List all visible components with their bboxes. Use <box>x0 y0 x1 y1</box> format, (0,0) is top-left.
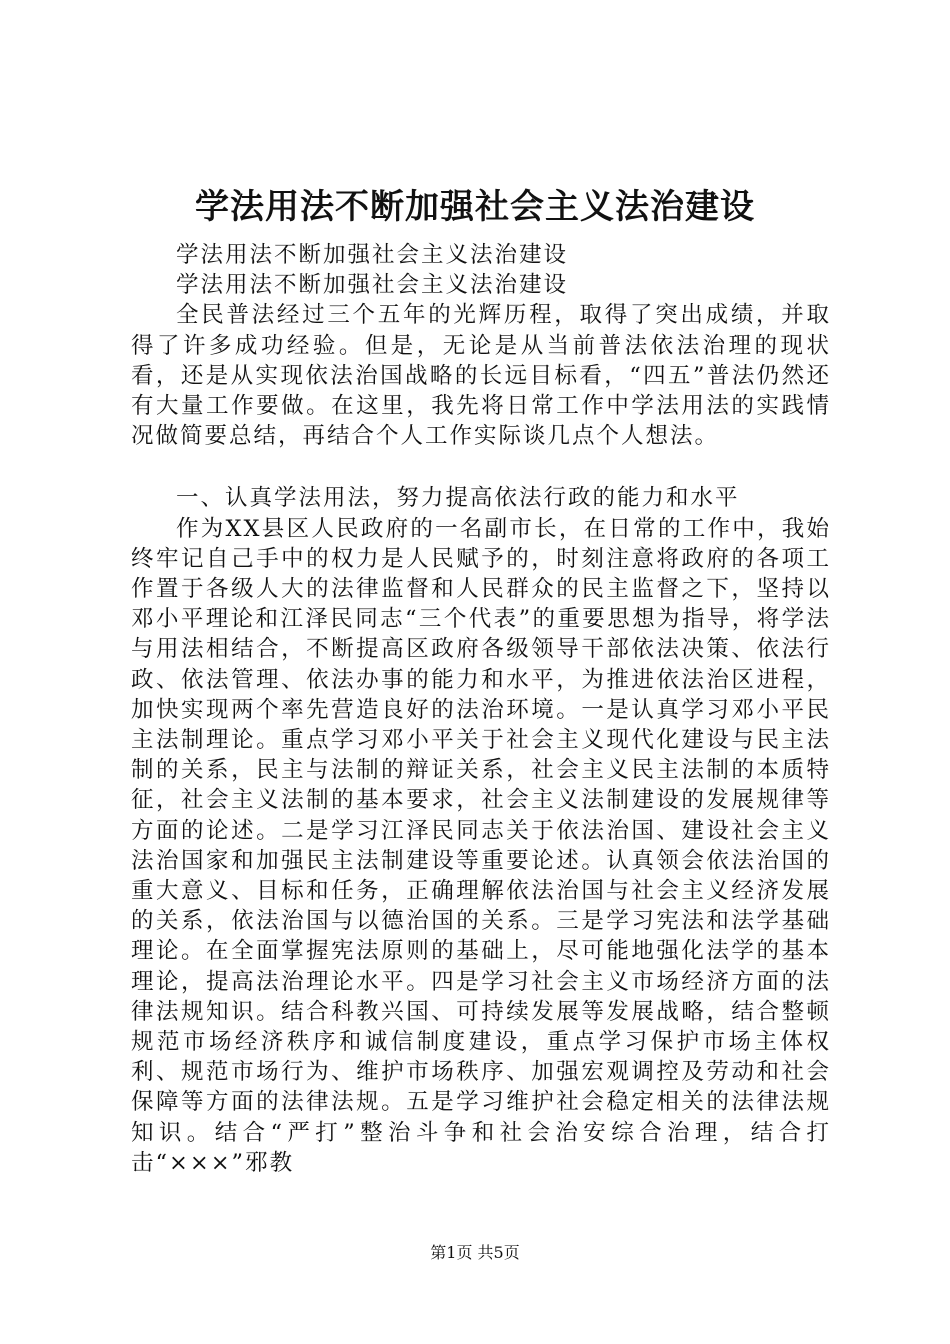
section-heading-1: 一、认真学法用法，努力提高依法行政的能力和水平 <box>176 485 740 512</box>
paragraph-intro: 全民普法经过三个五年的光辉历程，取得了突出成绩，并取得了许多成功经验。但是，无论是从当前普法依法治理的现状看，还是从实现依法治国战略的长远目标看，“四五”普法仍然还有大量工作要做。在这里，我先将日常工作中学法用法的实践情况做简要总结，再结合个人工作实际谈几点个人想法。 <box>131 302 831 450</box>
paragraph-gap <box>131 451 831 483</box>
subtitle-line-2: 学法用法不断加强社会主义法治建设 <box>176 272 569 299</box>
document-body <box>131 240 831 1178</box>
document-title: 学法用法不断加强社会主义法治建设 <box>195 187 755 227</box>
subtitle-line-1: 学法用法不断加强社会主义法治建设 <box>176 242 569 268</box>
page-footer: 第1页 共5页 <box>430 1243 520 1262</box>
paragraph-section-1: 作为XX县区人民政府的一名副市长，在日常的工作中，我始终牢记自己手中的权力是人民赋予的，时刻注意将政府的各项工作置于各级人大的法律监督和人民群众的民主监督之下，坚持以邓小平理论和江泽民同志“三个代表”的重要思想为指导，将学法与用法相结合，不断提高区政府各级领导干部依法决策、依法行政、依法管理、依法办事的能力和水平，为推进依法治区进程，加快实现两个率先营造良好的法治环境。一是认真学习邓小平民主法制理论。重点学习邓小平关于社会主义现代化建设与民主法制的关系，民主与法制的辩证关系，社会主义民主法制的本质特征，社会主义法制的基本要求，社会主义法制建设的发展规律等方面的论述。二是学习江泽民同志关于依法治国、建设社会主义法治国家和加强民主法制建设等重要论述。认真领会依法治国的重大意义、目标和任务，正确理解依法治国与社会主义经济发展的关系，依法治国与以德治国的关系。三是学习宪法和法学基础理论。在全面掌握宪法原则的基础上，尽可能地强化法学的基本理论，提高法治理论水平。四是学习社会主义市场经济方面的法律法规知识。结合科教兴国、可持续发展等发展战略，结合整顿规范市场经济秩序和诚信制度建设，重点学习保护市场主体权利、规范市场行为、维护市场秩序、加强宏观调控及劳动和社会保障等方面的法律法规。五是学习维护社会稳定相关的法律法规知识。结合“严打”整治斗争和社会治安综合治理，结合打击“×××”邪教 <box>131 515 831 1176</box>
